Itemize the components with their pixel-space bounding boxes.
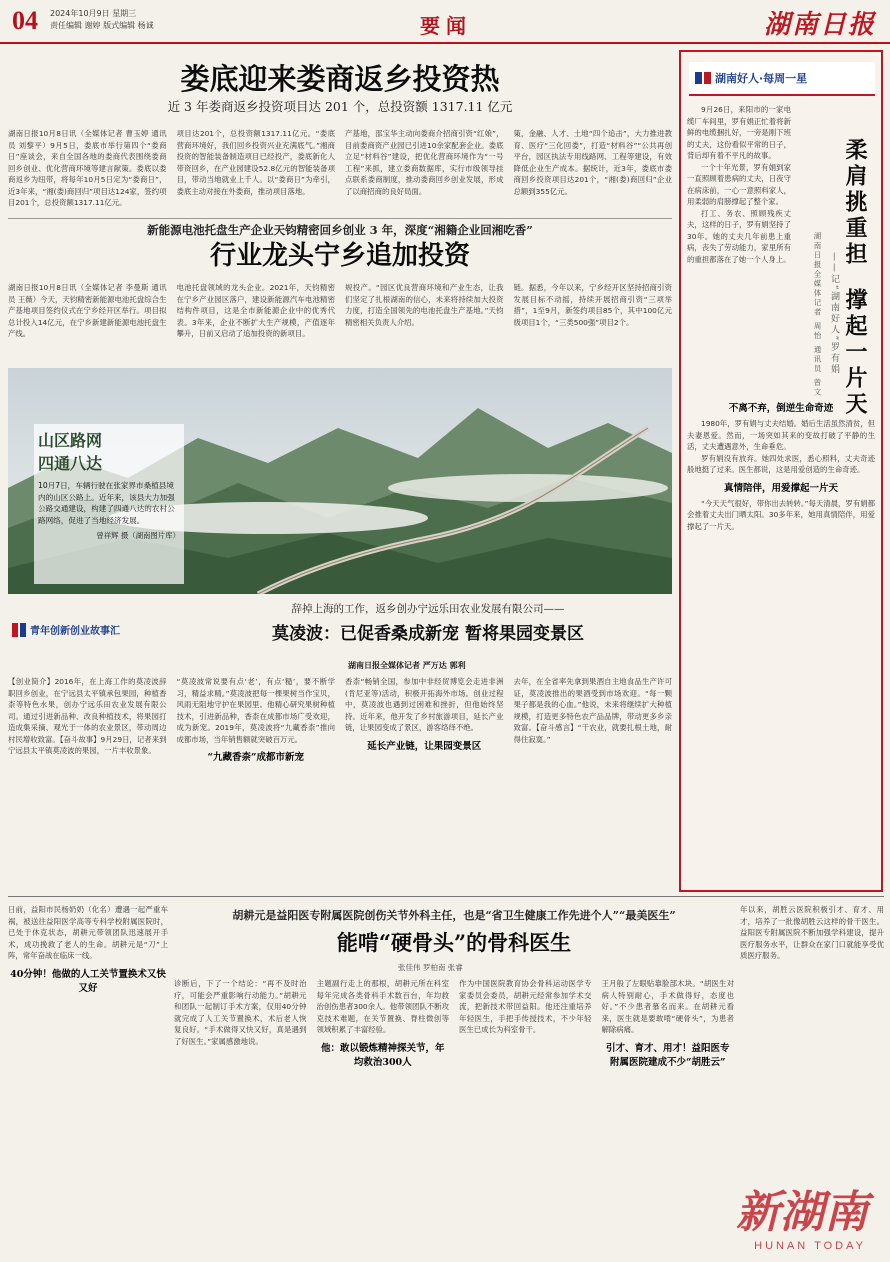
issue-meta [50,8,154,32]
story-hu-gengyuan-col-text: 王月般了左眼贴靠脸部木块。“胡医生对病人特别耐心，手术做得好，态度也好。”不少患者慕名而来。在胡耕元看来，医生就是要敢啃“硬骨头”，为患者解除病痛。 [601,979,734,1034]
story-mo-lingbo-col: 去年，在全省率先拿到果酒自主地食品生产许可证，莫凌波推出的果酒受到市场欢迎。“每一颗果子都是我的心血。”他说，未来将继续扩大种植规模，打造更多特色农产品品牌，带动更多乡亲致富。【奋斗感言】“干农业，就要扎根土地，耐得住寂寞。” [513,677,672,744]
story-mo-lingbo-body [8,676,672,888]
story-hu-gengyuan-col: 作为中国医院教育协会骨科运动医学专家委员会委员，胡耕元经常参加学术交流，把新技术带回益阳。他还注重培养年轻医生，手把手传授技术，不少年轻医生已成长为科室骨干。 [459,979,592,1034]
issue-editors: 责任编辑 谢婷 版式编辑 杨诚 [50,21,154,30]
story-hu-gengyuan-col [602,978,735,1254]
story-mo-lingbo-subhead: 延长产业链，让果园变景区 [367,740,482,752]
story-ningxiang-body [8,282,672,362]
sidebar-paragraph: 9月26日，来阳市的一家电缆厂车间里，罗有娟正忙着将新鲜的电缆捆扎好，一旁是刚下班的丈夫，这份看似平常的日子，背后却有着不平凡的故事。 [687,105,791,160]
divider [8,218,672,219]
story-ningxiang-kicker: 新能源电池托盘生产企业天钧精密回乡创业 3 年，深度“湘籍企业回湘吃香” [147,223,533,237]
story-hu-gengyuan-col: 年以来，胡胜云医院积极引才、育才、用才，培养了一批像胡胜云这样的骨干医生。益阳医专附属医院不断加强学科建设，提升医疗服务水平，让群众在家门口就能享受优质医疗服务。 [740,905,884,960]
story-hu-gengyuan-title: 能啃“硬骨头”的骨科医生 [336,930,572,955]
story-loudi-title: 娄底迎来娄商返乡投资热 [180,62,500,96]
column-logo-icon [695,70,711,86]
issue-date: 2024年10月9日 星期三 [50,9,137,18]
story-hu-gengyuan-kicker: 胡耕元是益阳医专附属医院创伤关节外科主任，也是“省卫生健康工作先进个人”“最美医生” [232,909,676,922]
hunan-today-watermark: HUNAN TODAY [754,1240,866,1252]
story-loudi-col: 项目达201个，总投资额1317.11亿元。“娄底营商环境好，我们回乡投资兴业充满底气。”湘商投资的智能装备制造项目已经投产，娄底新化人带资回乡，在产业园建设52.8亿元的智能装备项目，带动当地就业上千人。以“娄商日”为牵引，娄底主动对接在外娄商，推动项目落地。 [176,129,335,196]
story-mo-lingbo-col [177,676,336,888]
story-hu-gengyuan-subhead: 40分钟！他做的人工关节置换术又快又好 [10,968,166,994]
hunan-good-person-box [679,50,883,892]
sidebar-subhead-1: 不离不弃，倒逆生命奇迹 [728,403,834,414]
story-hu-gengyuan-byline: 张佳伟 罗柏南 张睿 [398,963,463,972]
sidebar-header [689,62,875,96]
story-hu-gengyuan-col [8,904,168,1254]
sidebar-vertical-subtitle: ——记“湖南好人”罗有娟 [829,252,839,376]
photo-title-1: 山区路网 [38,431,103,450]
story-ningxiang-col: 规投产。“园区优良营商环境和产业生态，让我们坚定了扎根湖南的信心，未来将持续加大投资力度，打造全国领先的电池托盘生产基地。”天钧精密相关负责人介绍。 [345,283,504,327]
story-mo-lingbo-col-text: “莫凌波常说要有点‘老’，有点‘糙’，要不断学习，精益求精。”莫凌波把每一棵果树当作宝贝，风雨无阻地守护在果园里。他精心研究果树种植技术，引进新品种，香柰在成都市场广受欢迎，成为新宠。2019年，莫凌波将“九藏香柰”推向成都市场，当年销售额就突破百万元。 [176,677,335,744]
story-loudi-body [8,128,672,214]
masthead [0,0,890,44]
newspaper-logo: 湖南日报 [763,10,876,40]
story-ningxiang [8,222,672,364]
sidebar-paragraph: 打工、务农、照顾残疾丈夫，这样的日子，罗有娟坚持了30年。她的丈夫几年前患上重病，丧失了劳动能力，家里所有的重担都落在了她一个人身上。 [687,208,791,264]
story-ningxiang-col: 链。据悉，今年以来，宁乡经开区坚持招商引资发展目标不动摇，持续开展招商引资“三项举措”，1至9月，新签约项目85个，其中100亿元级项目1个，“三类500强”项目2个。 [513,283,672,327]
new-hunan-watermark: 新湖南 [736,1187,868,1238]
sidebar-paragraph: 一个十年光景，罗有娟到家一直照顾着患病的丈夫，日夜守在病床前，一心一意照料家人，用柔弱的肩膀撑起了整个家。 [687,162,791,206]
story-ningxiang-col: 电池托盘领域的龙头企业。2021年，天钧精密在宁乡产业园区落户，建设新能源汽车电池精密结构件项目，这是全市新能源企业中的优秀代表。3年来，企业不断扩大生产规模，产值逐年攀升，日前又启动了追加投资的新项目。 [176,283,335,338]
sidebar-author: 湖南日报全媒体记者 周怡 通讯员 曾文 [813,232,822,398]
sidebar-paragraph: “今天天气很好，带你出去转转。”每天清晨，罗有娟都会推着丈夫出门晒太阳。30多年来，她用真情陪伴，用爱撑起了一片天。 [687,498,875,531]
story-mo-lingbo-kicker: 辞掉上海的工作，返乡创办宁远乐田农业发展有限公司—— [291,603,565,615]
story-mo-lingbo-byline: 湖南日报全媒体记者 严万达 郭利 [348,661,466,670]
column-label-text: 青年创新创业故事汇 [30,626,120,637]
story-ningxiang-col: 湖南日报10月8日讯（全媒体记者 李曼斯 通讯员 王薇）今天，天钧精密新能源电池托盘综合生产基地项目签约仪式在宁乡经开区举行。项目拟总计投入14亿元，在宁乡新建新能源电池托盘生产线。 [8,283,167,338]
column-logo-icon [12,623,26,637]
story-hu-gengyuan-subhead: 他：敢以锻炼精神探关节，年均救治300人 [320,1042,445,1068]
sidebar-paragraph: 1980年，罗有娟与丈夫结婚。婚后生活虽然清贫，但夫妻恩爱。然而，一场突如其来的变故打破了平静的生活，丈夫遭遇意外，生命垂危。 [687,419,875,451]
sidebar-body-bottom [687,396,875,886]
story-ningxiang-title: 行业龙头宁乡追加投资 [209,241,470,271]
story-hu-gengyuan-col-text: 主题副行走上的那根，胡耕元所在科室每年完成各类骨科手术数百台，年均救治创伤患者300余人。他带领团队不断攻克技术难题，在关节置换、脊柱微创等领域积累了丰富经验。 [316,979,449,1034]
story-hu-gengyuan-col: 诊断后，下了一个结论：“再不及时治疗，可能会严重影响行动能力。”胡耕元和团队一起制订手术方案，仅用40分钟就完成了人工关节置换术，术后老人恢复良好。“手术做得又快又好，真是遇到了好医生。”家属感激地说。 [174,979,307,1046]
story-loudi-col: 产基地，邵宝华主动向娄商介招商引资“红娘”，目前娄商资产业园已引进10余家配套企业。娄底立足“材料谷”建设，把优化营商环境作为“一号工程”来抓，建立娄商数据库，实行市级领导挂点联系娄商制度，推动娄商回乡创业发展，形成了以商招商的良好局面。 [345,129,504,196]
photo-caption: 10月7日，车辆行驶在张家界市桑植县境内的山区公路上。近年来，该县大力加强公路交通建设，构建了四通八达的农村公路网络，促进了当地经济发展。 [38,481,175,525]
sidebar-body-top [687,104,791,392]
story-hu-gengyuan-body-mid [174,978,734,1254]
story-loudi-col: 策，金融、人才、土地“四个追击”，大力推进教育、医疗“三化回娄”，打造“材料谷”“公共再创平台，园区执法专用线路网、工程等建设，有效降低企业生产成本。据统计，近3年，娄底市娄商回乡投资项目达201个，“湘(娄)商回归”企业总额到355亿元。 [513,129,672,196]
story-hu-gengyuan-col [317,978,450,1254]
story-mo-lingbo-subhead: “九藏香柰”成都市新宠 [207,752,304,763]
divider [8,896,884,897]
sidebar-vertical-title-2: 撑起一片天 [842,288,868,418]
mountain-road-photo [8,368,672,594]
sidebar-vertical-title-1: 柔肩挑重担 [842,138,868,268]
sidebar-header-text: 湖南好人·每周一星 [715,72,808,85]
section-title: 要闻 [420,14,472,38]
story-loudi [8,56,672,216]
story-loudi-subtitle: 近 3 年娄商返乡投资项目达 201 个，总投资额 1317.11 亿元 [167,99,513,114]
sidebar-paragraph: 罗有娟没有放弃。她四处求医，悉心照料，丈夫奇迹般地挺了过来。医生都说，这是用爱创造的生命奇迹。 [687,453,875,474]
sidebar-subhead-2: 真情陪伴，用爱撑起一片天 [723,482,838,494]
story-mo-lingbo-title: 莫凌波：已促香桑成新宠 暂将果园变景区 [272,624,584,644]
page-number: 04 [12,6,38,35]
story-hu-gengyuan-body-left [8,904,168,1254]
story-mo-lingbo-col [345,676,504,888]
photo-caption-box [34,424,184,584]
story-hu-gengyuan-body-right [740,904,884,1204]
photo-title-2: 四通八达 [38,454,103,473]
photo-credit: 曾祥辉 摄（湖南图片库） [96,531,180,540]
story-hu-gengyuan-col-text: 日前，益阳市民杨奶奶（化名）遭遇一起严重车祸，被送往益阳医学高等专科学校附属医院时，已处于休克状态，胡耕元带领团队迅速展开手术，成功挽救了老人的生命。胡耕元是“刀”上阵，常年奋战在临床一线。 [8,905,168,960]
story-mo-lingbo-col: 【创业简介】2016年，在上海工作的莫凌波辞职回乡创业，在宁远县太平镇承包果园，种植香柰等特色水果，创办宁远乐田农业发展有限公司。通过引进新品种、改良种植技术，将果园打造成集采摘、观光于一体的农业景区，带动周边村民增收致富。【奋斗故事】9月29日，记者来到宁远县太平镇莫凌波的果园，一片丰收景象。 [8,677,167,755]
column-label [12,622,120,637]
story-hu-gengyuan-subhead: 引才、育才、用才！益阳医专附属医院建成不少“胡胜云” [605,1042,730,1068]
story-mo-lingbo-col-text: 香柰“畅销全国，参加中非经贸博览会走进非洲(肯尼亚等)活动，积极开拓海外市场。创业过程中，莫凌波也遇到过困难和挫折，但他始终坚持。近年来，他开发了乡村旅游项目，延长产业链，让果园变成了景区，游客络绎不绝。 [345,677,504,732]
story-mo-lingbo [8,600,672,890]
story-loudi-col: 湖南日报10月8日讯（全媒体记者 曹玉婷 通讯员 刘黎平）9月5日，娄底市举行第四个“娄商日”座谈会，来自全国各地的娄商代表围绕娄商回乡创业、优化营商环境等建言献策。娄底以娄商返乡为纽带，将每年10月5日定为“娄商日”，近3年来，“湘(娄)商回归”项目达124家，签约项目201个，总投资额1317.11亿元。 [8,129,167,207]
